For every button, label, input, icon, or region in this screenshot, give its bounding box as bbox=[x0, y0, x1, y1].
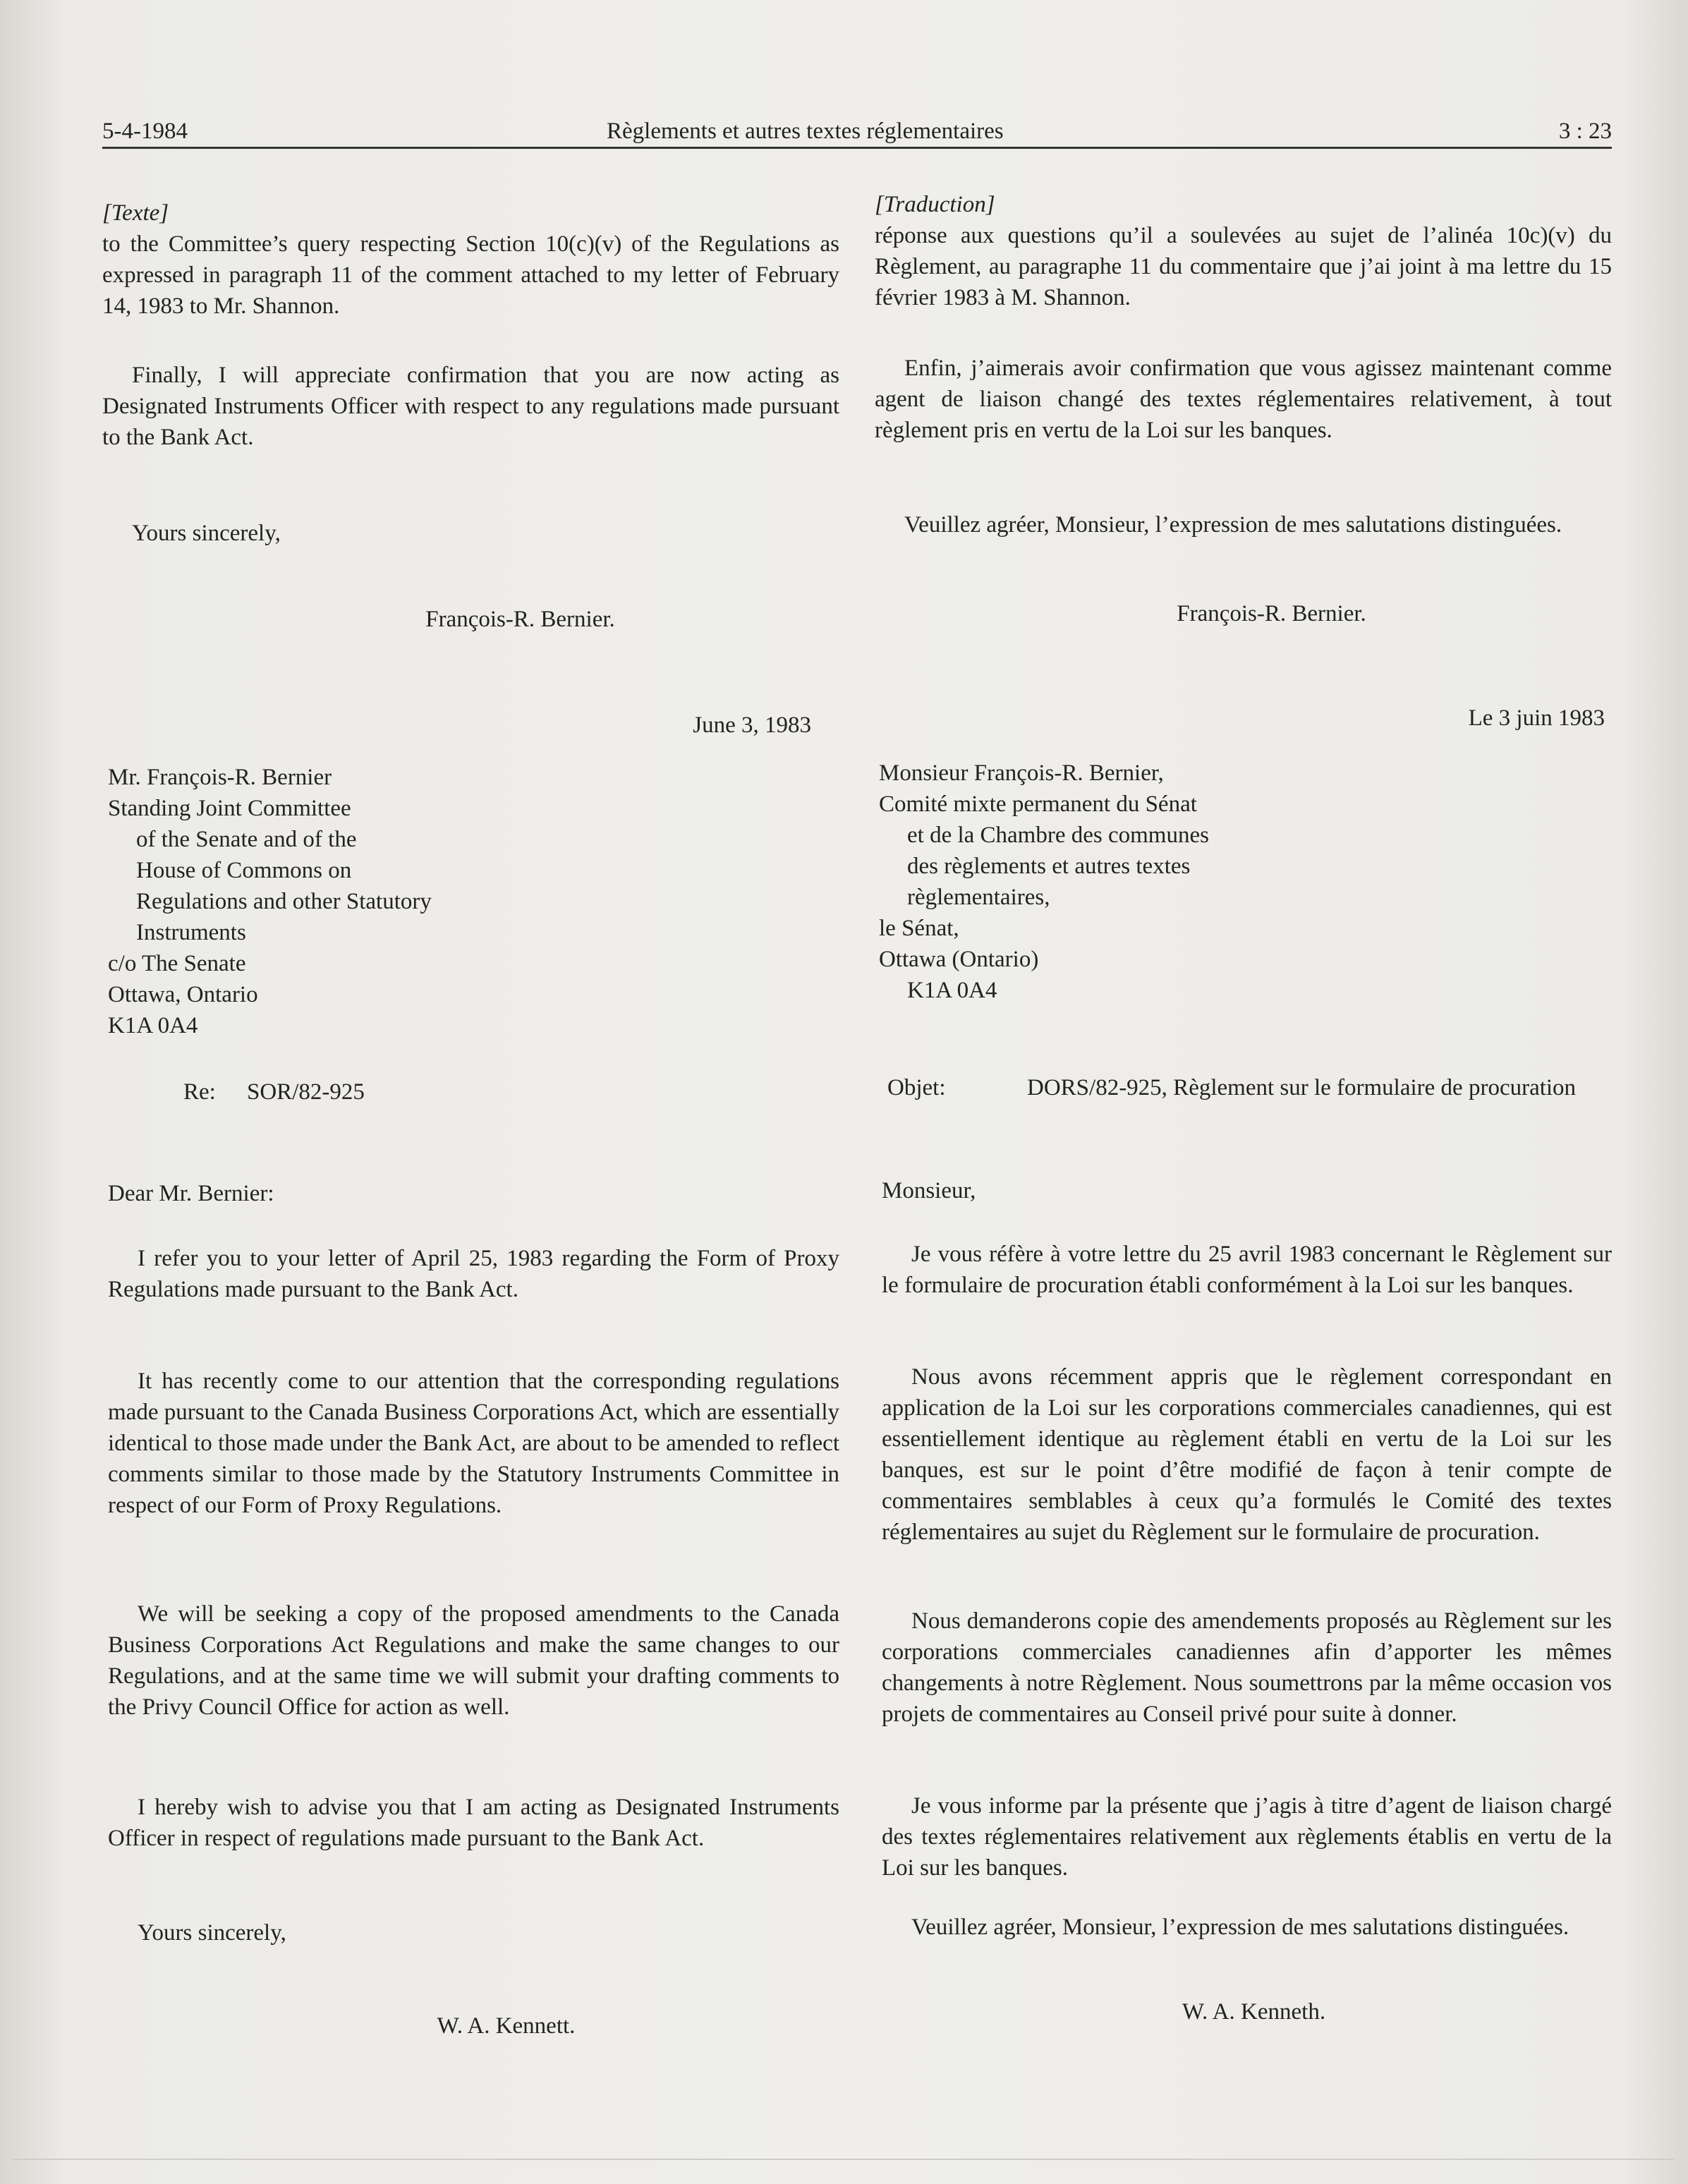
salutation: Dear Mr. Bernier: bbox=[108, 1181, 274, 1206]
paragraph-confirmation: Enfin, j’aimerais avoir confirmation que vous agissez maintenant comme agent de liaison changé des textes réglementaires relativement, à tout règlement pris en vertu de la Loi sur les banques. bbox=[875, 356, 1612, 443]
header-date: 5-4-1984 bbox=[102, 119, 188, 144]
address-line: K1A 0A4 bbox=[108, 1013, 198, 1038]
subject-value: SOR/82-925 bbox=[247, 1079, 365, 1105]
page-edge-shadow bbox=[13, 2159, 1674, 2160]
address-line: et de la Chambre des communes bbox=[907, 823, 1209, 848]
letter-date: Le 3 juin 1983 bbox=[1468, 705, 1605, 731]
address-line: Mr. François-R. Bernier bbox=[108, 765, 332, 790]
subject-label: Objet: bbox=[887, 1075, 946, 1100]
paragraph-confirmation: Finally, I will appreciate confirmation that you are now acting as Designated Instruments Officer with respect to any regulations made pursuant to the Bank Act. bbox=[102, 363, 839, 450]
paragraph-advise: I hereby wish to advise you that I am acting as Designated Instruments Officer in respect of regulations made pursuant to the Bank Act. bbox=[108, 1795, 839, 1851]
paragraph-advise: Je vous informe par la présente que j’agis à titre d’agent de liaison chargé des textes réglementaires relativement aux règlements établis en vertu de la Loi sur les banques. bbox=[882, 1793, 1612, 1881]
letter-date: June 3, 1983 bbox=[693, 712, 811, 738]
salutation: Monsieur, bbox=[882, 1178, 976, 1203]
subject-line bbox=[102, 1076, 839, 1108]
subject-value: DORS/82-925, Règlement sur le formulaire de procuration bbox=[1027, 1075, 1577, 1100]
paragraph-continuation: to the Committee’s query respecting Section 10(c)(v) of the Regulations as expressed in paragraph 11 of the comment attached to my letter of February 14, 1983 to Mr. Shannon. bbox=[102, 231, 839, 319]
address-line: Comité mixte permanent du Sénat bbox=[879, 791, 1197, 817]
address-line: le Sénat, bbox=[879, 916, 959, 941]
address-line: des règlements et autres textes bbox=[907, 854, 1191, 879]
signature-kenneth: W. A. Kenneth. bbox=[1182, 1999, 1326, 2025]
address-line: règlementaires, bbox=[907, 885, 1050, 910]
address-line: Ottawa (Ontario) bbox=[879, 947, 1039, 972]
paragraph-attention: It has recently come to our attention that the corresponding regulations made pursuant to the Canada Business Corporations Act, which are essentially identical to those made under the Bank Act, are about to be amended to reflect comments similar to those made by the Statutory Instruments Committee in respect of our Form of Proxy Regulations. bbox=[108, 1369, 839, 1518]
subject-line bbox=[875, 1072, 1612, 1103]
text-tag: [Texte] bbox=[102, 200, 169, 226]
address-line: Regulations and other Statutory bbox=[136, 889, 432, 914]
paragraph-amendments: We will be seeking a copy of the proposed amendments to the Canada Business Corporations Act Regulations and make the same changes to our Regulations, and at the same time we will submit your drafting comments to the Privy Council Office for action as well. bbox=[108, 1601, 839, 1720]
signature-bernier: François-R. Bernier. bbox=[1177, 601, 1366, 626]
page-header bbox=[102, 106, 1612, 148]
address-line: Standing Joint Committee bbox=[108, 796, 351, 821]
address-line: c/o The Senate bbox=[108, 951, 246, 976]
english-column bbox=[102, 189, 839, 2051]
address-line: Ottawa, Ontario bbox=[108, 982, 258, 1007]
signature-bernier: François-R. Bernier. bbox=[425, 607, 615, 632]
address-line: Monsieur François-R. Bernier, bbox=[879, 760, 1164, 786]
paragraph-continuation: réponse aux questions qu’il a soulevées au sujet de l’alinéa 10c)(v) du Règlement, au paragraphe 11 du commentaire que j’ai joint à ma lettre du 15 février 1983 à M. Shannon. bbox=[875, 223, 1612, 310]
address-line: Instruments bbox=[136, 920, 246, 945]
french-column bbox=[875, 189, 1612, 2051]
header-page-number: 3 : 23 bbox=[1558, 119, 1612, 144]
paragraph-refer: I refer you to your letter of April 25, 1983 regarding the Form of Proxy Regulations made pursuant to the Bank Act. bbox=[108, 1246, 839, 1302]
address-line: House of Commons on bbox=[136, 858, 352, 883]
closing-yours-sincerely: Yours sincerely, bbox=[138, 1920, 286, 1946]
paragraph-refer: Je vous réfère à votre lettre du 25 avril 1983 concernant le Règlement sur le formulaire de procuration établi conformément à la Loi sur les banques. bbox=[882, 1242, 1612, 1298]
paragraph-attention: Nous avons récemment appris que le règlement correspondant en application de la Loi sur les corporations commerciales canadiennes, qui est essentiellement identique au règlement établi en vertu de la Loi sur les banques, est sur le point d’être modifié de façon à tenir compte de commentaires semblables à ceux qu’a formulés le Comité des textes réglementaires au sujet du Règlement sur le formulaire de procuration. bbox=[882, 1364, 1612, 1545]
signature-kennett: W. A. Kennett. bbox=[437, 2013, 576, 2039]
address-line: K1A 0A4 bbox=[907, 978, 997, 1003]
subject-label: Re: bbox=[183, 1079, 216, 1105]
closing-salutations: Veuillez agréer, Monsieur, l’expression de mes salutations distinguées. bbox=[904, 512, 1562, 538]
translation-tag: [Traduction] bbox=[875, 192, 995, 217]
closing-salutations: Veuillez agréer, Monsieur, l’expression de mes salutations distinguées. bbox=[911, 1915, 1569, 1940]
address-line: of the Senate and of the bbox=[136, 827, 357, 852]
paragraph-amendments: Nous demanderons copie des amendements proposés au Règlement sur les corporations commerciales canadiennes afin d’apporter les mêmes changements à notre Règlement. Nous soumettrons par la même occasion vos projets de commentaires au Conseil privé pour suite à donner. bbox=[882, 1608, 1612, 1727]
header-title: Règlements et autres textes réglementaires bbox=[607, 119, 1004, 144]
header-rule bbox=[102, 147, 1612, 149]
closing-yours-sincerely: Yours sincerely, bbox=[132, 521, 281, 546]
